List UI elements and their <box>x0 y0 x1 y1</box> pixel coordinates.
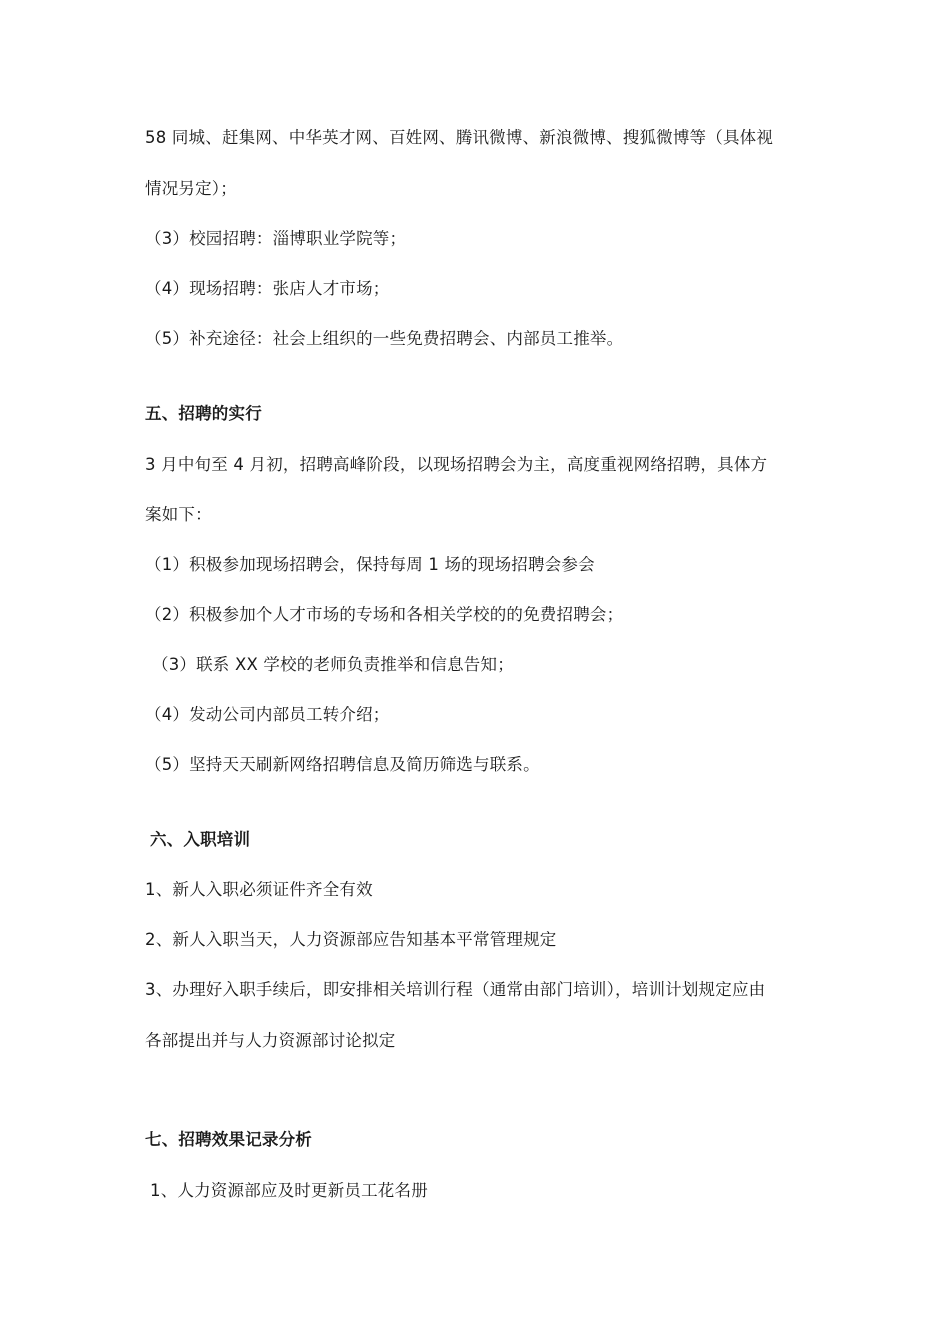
channels-line-1: 58 同城、赶集网、中华英才网、百姓网、腾讯微博、新浪微博、搜狐微博等（具体视 <box>145 128 774 147</box>
section6-item-1: 1、新人入职必须证件齐全有效 <box>145 880 373 899</box>
list-item-campus-recruitment: （3）校园招聘：淄博职业学院等； <box>145 229 407 248</box>
channels-line-2: 情况另定）； <box>145 179 237 198</box>
section5-item-5: （5）坚持天天刷新网络招聘信息及简历筛选与联系。 <box>145 755 540 774</box>
section-heading-7: 七、招聘效果记录分析 <box>145 1130 312 1149</box>
section5-item-3: （3）联系 XX 学校的老师负责推举和信息告知； <box>152 655 514 674</box>
section5-item-4: （4）发动公司内部员工转介绍； <box>145 705 390 724</box>
section6-item-2: 2、新人入职当天，人力资源部应告知基本平常管理规定 <box>145 930 557 949</box>
section5-item-1: （1）积极参加现场招聘会，保持每周 1 场的现场招聘会参会 <box>145 555 595 574</box>
list-item-onsite-recruitment: （4）现场招聘：张店人才市场； <box>145 279 390 298</box>
section-heading-6: 六、入职培训 <box>150 830 251 849</box>
section5-intro-line-1: 3 月中旬至 4 月初，招聘高峰阶段，以现场招聘会为主，高度重视网络招聘，具体方 <box>145 455 768 474</box>
section6-item-3-line-1: 3、办理好入职手续后，即安排相关培训行程（通常由部门培训），培训计划规定应由 <box>145 980 766 999</box>
section6-item-3-line-2: 各部提出并与人力资源部讨论拟定 <box>145 1031 396 1050</box>
section5-intro-line-2: 案如下： <box>145 505 212 524</box>
section-heading-5: 五、招聘的实行 <box>145 404 262 423</box>
section5-item-2: （2）积极参加个人才市场的专场和各相关学校的的免费招聘会； <box>145 605 624 624</box>
list-item-supplementary-channels: （5）补充途径：社会上组织的一些免费招聘会、内部员工推举。 <box>145 329 624 348</box>
section7-item-1: 1、人力资源部应及时更新员工花名册 <box>150 1181 428 1200</box>
